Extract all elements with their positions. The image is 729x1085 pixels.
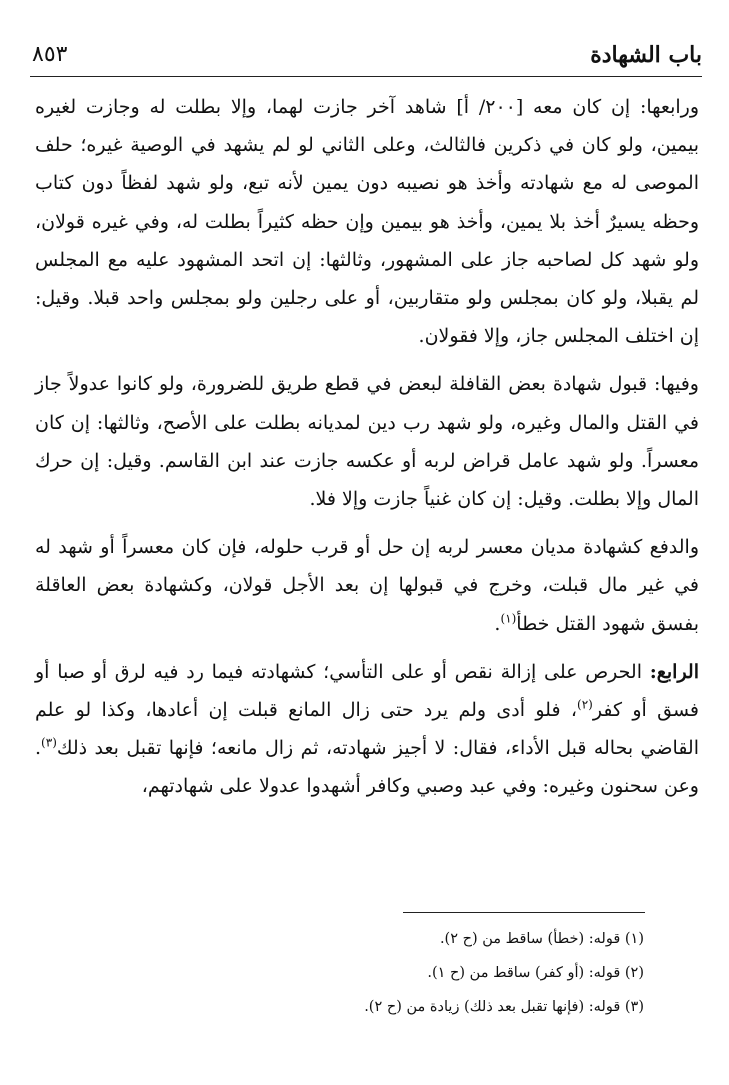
paragraph-text-tail: . [494, 612, 501, 635]
footnote-divider [403, 912, 645, 913]
paragraph-text: ورابعها: إن كان معه [٢٠٠/ أ] شاهد آخر جازت لهما، وإلا بطلت له وجازت لغيره بيمين، ولو كان في ذكرين فالثالث، وعلى الثاني لو لم يشهد في الوصية غيره؛ حلف الموصى له مع شهادته وأخذ هو نصيبه دون يمين لأنه تبع، ولو شهد لفظاً دون كتاب وحظه يسيرٌ أخذ بلا يمين، وأخذ هو بيمين وإن حظه كثيراً بطلت له، وفي غيره قولان، ولو شهد كل لصاحبه جاز على المشهور، وثالثها: إن اتحد المشهود عليه مع المجلس لم يقبلا، ولو كان بمجلس ولو متقاربين، أو على رجلين ولو بمجلس واحد قبلا. وقيل: إن اختلف المجلس جاز، وإلا فقولان. [35, 96, 700, 348]
paragraph [35, 365, 699, 518]
paragraph-text: والدفع كشهادة مديان معسر لربه إن حل أو قرب حلوله، فإن كان معسراً أو شهد له في غير مال قبلت، وخرج في قبولها إن بعد الأجل قولان، وكشهادة بعض العاقلة بفسق شهود القتل خطأ [35, 536, 699, 635]
footnote-reference[interactable]: (٣) [41, 735, 57, 750]
paragraph-text-tail: . وعن سحنون وغيره: وفي عبد وصبي وكافر أشهدوا عدولا على شهادتهم، [35, 737, 699, 798]
footnote-reference[interactable]: (١) [500, 611, 517, 626]
paragraph [35, 528, 699, 643]
section-lead: الرابع: [649, 660, 699, 683]
footnote-reference[interactable]: (٢) [577, 697, 593, 712]
page-header [30, 36, 702, 77]
main-text [35, 88, 699, 806]
paragraph [35, 88, 699, 355]
paragraph [35, 653, 699, 806]
footnote: (٢) قوله: (أو كفر) ساقط من (ح ١). [427, 965, 644, 981]
footnote: (١) قوله: (خطأ) ساقط من (ح ٢). [439, 931, 644, 947]
footnote: (٣) قوله: (فإنها تقبل بعد ذلك) زيادة من (ح ٢). [364, 999, 644, 1015]
footnotes [84, 922, 644, 1024]
page-number: ٨٥٣ [32, 42, 68, 67]
paragraph-text-mid: ، فلو أدى ولم يرد حتى زال المانع قبلت إن أعادها، وكذا لو علم القاضي بحاله قبل الأداء، فقال: لا أجيز شهادته، ثم زال مانعه؛ فإنها تقبل بعد ذلك [35, 699, 699, 760]
paragraph-text: وفيها: قبول شهادة بعض القافلة لبعض في قطع طريق للضرورة، ولو كانوا عدولاً جاز في القتل والمال وغيره، ولو شهد رب دين لمديانه بطلت على الأصح، وثالثها: إن كان معسراً. ولو شهد عامل قراض لربه أو عكسه جازت عند ابن القاسم. وقيل: إن حرك المال وإلا بطلت. وقيل: إن كان غنياً جازت وإلا فلا. [35, 373, 699, 511]
paragraph-text: الحرص على إزالة نقص أو على التأسي؛ كشهادته فيما رد فيه لرق أو صبا أو فسق أو كفر [35, 660, 699, 722]
chapter-title: باب الشهادة [590, 42, 702, 68]
